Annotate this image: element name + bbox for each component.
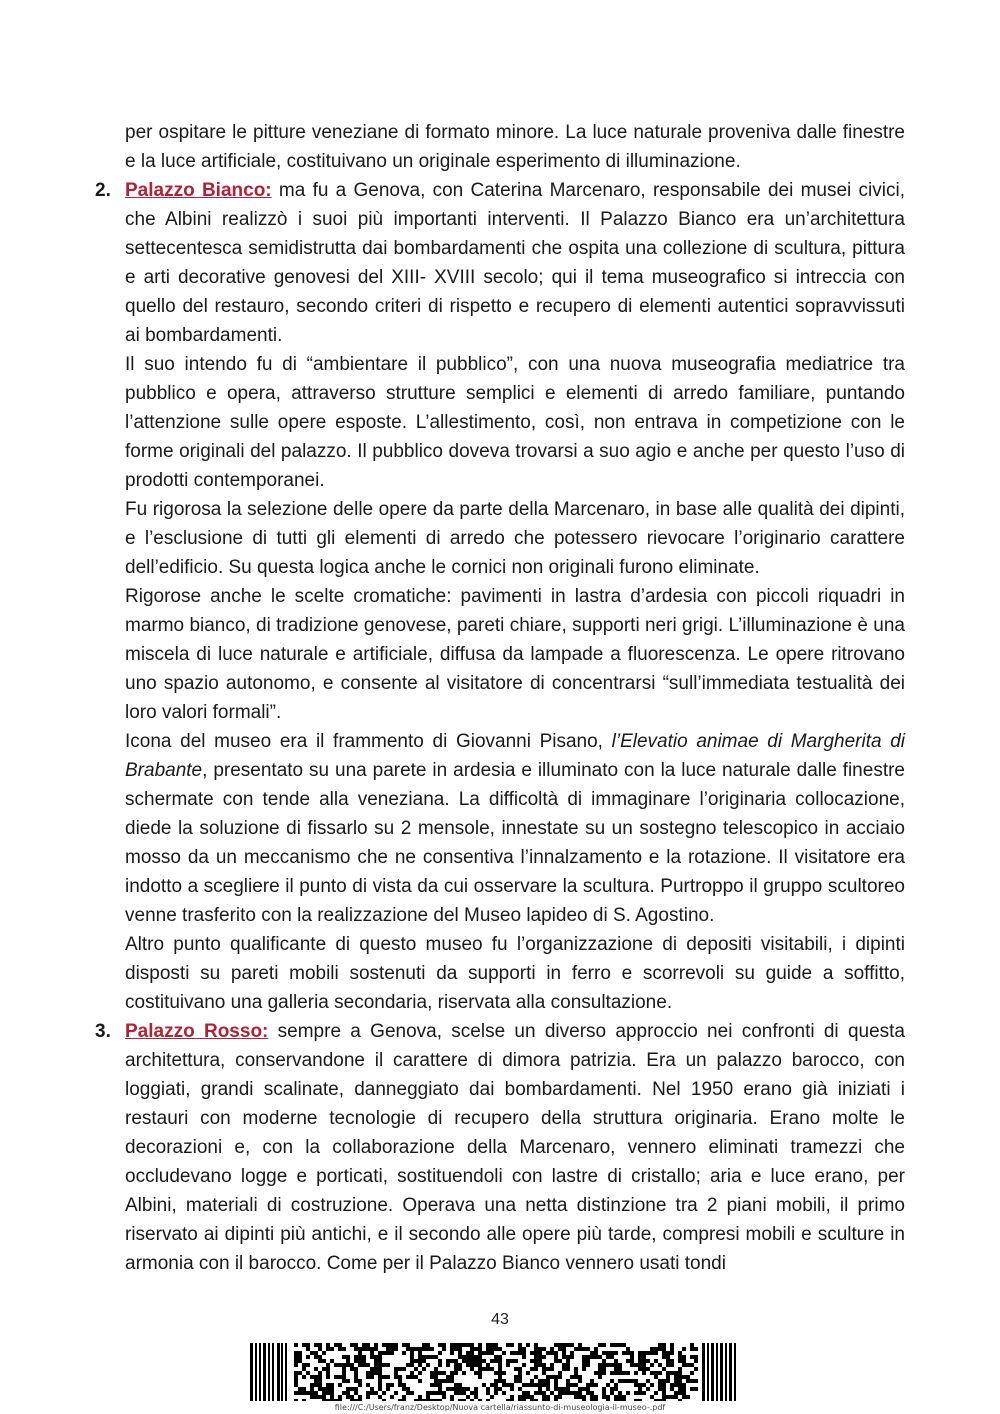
intro-paragraph: per ospitare le pitture veneziane di formato minore. La luce naturale proveniva dalle finestre e la luce artificiale, costituivano un originale esperimento di illuminazione.	[125, 122, 905, 172]
paragraph-text: sempre a Genova, scelse un diverso approccio nei confronti di questa architettura, conservandone il carattere di dimora patrizia. Era un palazzo barocco, con loggiati, grandi scalinate, danneggiato dai bombardamenti. Nel 1950 erano già iniziati i restauri con moderne tecnologie di recupero della struttura originaria. Erano molte le decorazioni e, con la collaborazione della Marcenaro, vennero eliminati tramezzi che occludevano logge e porticati, sostituendoli con lastre di cristallo; aria e luce erano, per Albini, materiali di costruzione. Operava una netta distinzione tra 2 piani mobili, il primo riservato ai dipinti più antichi, e il secondo alle opere più tarde, compresi mobili e sculture in armonia con il barocco. Come per il Palazzo Bianco vennero usati tondi	[125, 1021, 905, 1274]
list-number: 3.	[95, 1021, 111, 1042]
barcode-icon	[250, 1343, 738, 1401]
paragraph	[125, 727, 905, 930]
list-number: 2.	[95, 180, 111, 201]
paragraph	[125, 176, 905, 350]
paragraph: Fu rigorosa la selezione delle opere da parte della Marcenaro, in base alle qualità dei dipinti, e l’esclusione di tutti gli elementi di arredo che potessero rievocare l’originario carattere dell’edificio. Su questa logica anche le cornici non originali furono eliminate.	[125, 499, 905, 578]
page-number: 43	[491, 1311, 509, 1328]
body-text	[95, 118, 905, 1278]
list-item-palazzo-rosso	[95, 1017, 905, 1278]
section-heading: Palazzo Rosso:	[125, 1021, 269, 1042]
paragraph: Altro punto qualificante di questo museo fu l’organizzazione di depositi visitabili, i dipinti disposti su pareti mobili sostenuti da supporti in ferro e scorrevoli su guide a soffitto, costituivano una galleria secondaria, riservata alla consultazione.	[125, 934, 905, 1013]
section-heading: Palazzo Bianco:	[125, 180, 272, 201]
paragraph-text: , presentato su una parete in ardesia e illuminato con la luce naturale dalle finestre schermate con tende alla veneziana. La difficoltà di immaginare l’originaria collocazione, diede la soluzione di fissarlo su 2 mensole, innestate su un sostegno telescopico in acciaio mosso da un meccanismo che ne consentiva l’innalzamento e la rotazione. Il visitatore era indotto a scegliere il punto di vista da cui osservare la scultura. Purtroppo il gruppo scultoreo venne trasferito con la realizzazione del Museo lapideo di S. Agostino.	[125, 760, 905, 926]
paragraph-text: Icona del museo era il frammento di Giovanni Pisano,	[125, 731, 612, 752]
list-item-palazzo-bianco	[95, 176, 905, 1017]
paragraph: Rigorose anche le scelte cromatiche: pavimenti in lastra d’ardesia con piccoli riquadri in marmo bianco, di tradizione genovese, pareti chiare, supporti neri grigi. L’illuminazione è una miscela di luce naturale e artificiale, diffusa da lampade a fluorescenza. Le opere ritrovano uno spazio autonomo, e consente al visitatore di concentrarsi “sull’immediata testualità dei loro valori formali”.	[125, 586, 905, 723]
paragraph: Il suo intendo fu di “ambientare il pubblico”, con una nuova museografia mediatrice tra pubblico e opera, attraverso strutture semplici e elementi di arredo familiare, puntando l’attenzione sulle opere esposte. L’allestimento, così, non entrava in competizione con le forme originali del palazzo. Il pubblico doveva trovarsi a suo agio e anche per questo l’uso di prodotti contemporanei.	[125, 354, 905, 491]
artwork-title: l’Elevatio animae di Margherita di Brabante	[125, 731, 905, 781]
file-path: file:///C:/Users/franz/Desktop/Nuova cartella/riassunto-di-museologia-il-museo-.pdf	[334, 1403, 666, 1412]
paragraph-text: ma fu a Genova, con Caterina Marcenaro, responsabile dei musei civici, che Albini realizzò i suoi più importanti interventi. Il Palazzo Bianco era un’architettura settecentesca semidistrutta dai bombardamenti che ospita una collezione di scultura, pittura e arti decorative genovesi del XIII- XVIII secolo; qui il tema museografico si intreccia con quello del restauro, secondo criteri di rispetto e recupero di elementi autentici sopravvissuti ai bombardamenti.	[125, 180, 905, 346]
paragraph	[125, 1017, 905, 1278]
